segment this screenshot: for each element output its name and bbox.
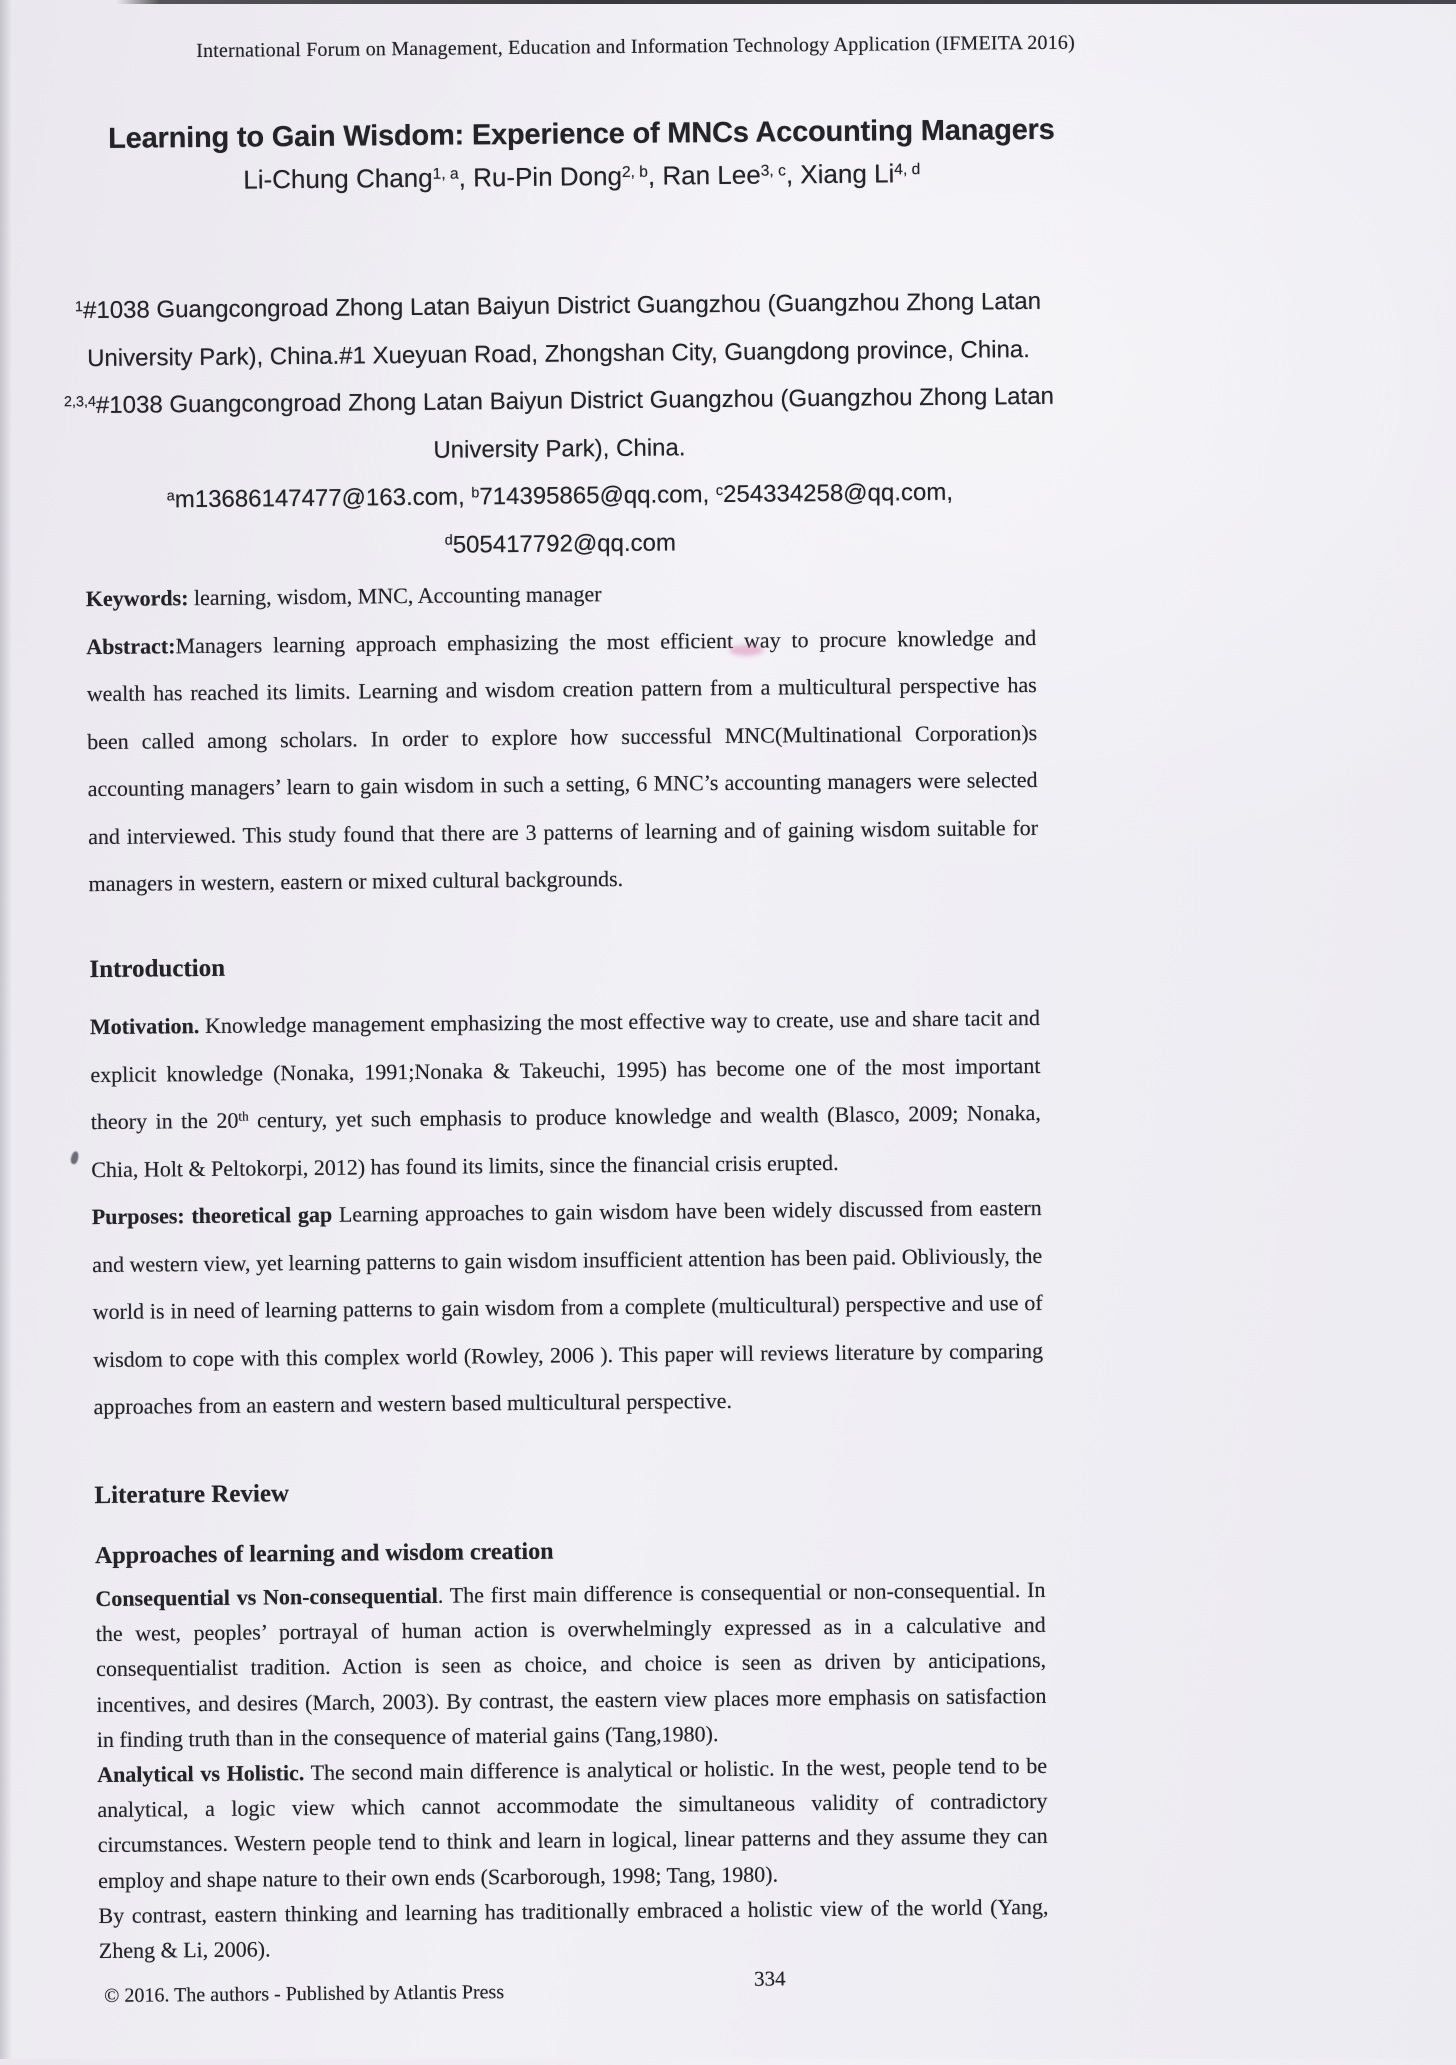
email-superscript: b [471, 485, 480, 502]
consequential-text: . The first main difference is consequential or non-consequential. In the west, peoples’ portrayal of human action is overwhelmingly expressed as in a calculative and consequentialist tradition. Action is seen as choice, and choice is seen as driven by anticipations, incentives, and desires (March, 2003). By contrast, the eastern view places more emphasis on satisfaction in finding truth than in the consequence of material gains (Tang,1980). [95, 1576, 1047, 1752]
email-address: 714395865@qq.com, [479, 481, 717, 511]
motivation-text: century, yet such emphasis to produce knowledge and wealth (Blasco, 2009; Nonaka, Chia, Holt & Peltokorpi, 2012) has found its limits, since the financial crisis erupted. [91, 1099, 1041, 1182]
paragraph-consequential [95, 1572, 1047, 1757]
email-superscript: d [444, 532, 453, 550]
literature-review-section [94, 1472, 1049, 1968]
front-matter-info [53, 278, 1066, 573]
section-heading-introduction: Introduction [89, 954, 226, 984]
purposes-text: Learning approaches to gain wisdom have been widely discussed from eastern and western view, yet learning patterns to gain wisdom insufficient attention has been paid. Obliviously, the world is in need of learning patterns to gain wisdom from a complete (multicultural) perspective and use of wisdom to cope with this complex world (Rowley, 2006 ). This paper will reviews literature by comparing approaches from an eastern and western based multicultural perspective. [92, 1195, 1044, 1420]
section-heading-literature-review: Literature Review [94, 1480, 290, 1510]
conference-header: International Forum on Management, Education and Information Technology Application (IFMEITA 2016) [196, 31, 1076, 63]
affiliation-superscript: 1 [74, 298, 84, 316]
keywords-label: Keywords: [85, 585, 189, 612]
motivation-text: Knowledge management emphasizing the most effective way to create, use and share tacit and explicit knowledge (Nonaka, 1991;Nonaka & Takeuchi, 1995) has become one of the most important theory in the 20 [90, 1004, 1041, 1135]
author-superscript: 3, c [760, 162, 786, 180]
eastern-holistic-text: By contrast, eastern thinking and learning has traditionally embraced a holistic view of the world (Yang, Zheng & Li, 2006). [98, 1893, 1049, 1963]
analytical-lead: Analytical vs Holistic. [97, 1760, 305, 1787]
title-block [31, 113, 1132, 198]
paragraph-analytical [97, 1748, 1048, 1898]
email-address: 254334258@qq.com, [722, 478, 954, 509]
page-number: 334 [753, 1966, 786, 1991]
author-superscript: 1, a [432, 165, 459, 183]
email-address: m13686147477@163.com, [174, 483, 472, 514]
affiliation-1 [53, 278, 1064, 383]
abstract-text: Managers learning approach emphasizing the most efficient way to procure knowledge and wealth has reached its limits. Learning and wisdom creation pattern from a multicultural perspective has been called among scholars. In order to explore how successful MNC(Multinational Corporation)s accounting managers’ learn to gain wisdom in such a setting, 6 MNC’s accounting managers were selected and interviewed. This study found that there are 3 patterns of learning and of gaining wisdom suitable for managers in western, eastern or mixed cultural backgrounds. [86, 624, 1039, 897]
email-superscript: c [715, 482, 724, 499]
author-name: Ru-Pin Dong [472, 160, 623, 193]
abstract-paragraph [86, 614, 1039, 908]
paragraph-eastern-holistic [98, 1889, 1049, 1968]
author-emails-line [55, 468, 1066, 573]
author-name: Li-Chung Chang [243, 162, 433, 195]
affiliation-text: #1038 Guangcongroad Zhong Latan Baiyun District Guangzhou (Guangzhou Zhong Latan University Park), China. [95, 382, 1055, 464]
introduction-section [89, 946, 1044, 1431]
author-name: Xiang Li [800, 158, 895, 190]
email-address: 505417792@qq.com [452, 529, 677, 559]
purposes-lead: Purposes: theoretical gap [91, 1201, 333, 1230]
scan-ink-speck [70, 1151, 80, 1165]
paragraph-purposes [92, 1184, 1044, 1431]
abstract-label: Abstract: [86, 632, 176, 659]
consequential-lead: Consequential vs Non-consequential [95, 1582, 438, 1612]
author-separator: , [458, 162, 474, 193]
paragraph-motivation [90, 994, 1042, 1193]
affiliation-2 [54, 373, 1065, 478]
subsection-heading-approaches: Approaches of learning and wisdom creation [94, 1538, 554, 1570]
author-superscript: 4, d [894, 161, 921, 179]
affiliation-text: #1038 Guangcongroad Zhong Latan Baiyun District Guangzhou (Guangzhou Zhong Latan University Park), China.#1 Xueyuan Road, Zhongshan City, Guangdong province, China. [82, 287, 1042, 372]
author-separator: , [647, 160, 663, 191]
motivation-lead: Motivation. [89, 1013, 200, 1040]
authors-line [32, 156, 1132, 198]
author-separator: , [785, 159, 801, 190]
literature-review-paragraphs [95, 1572, 1049, 1968]
paper-title: Learning to Gain Wisdom: Experience of MNCs Accounting Managers [108, 113, 1055, 155]
email-superscript: a [166, 488, 175, 505]
keywords-text: learning, wisdom, MNC, Accounting manager [188, 581, 602, 611]
analytical-text: The second main difference is analytical or holistic. In the west, people tend to be analytical, a logic view which cannot accommodate the simultaneous validity of contradictory circumstances. Western people tend to think and learn in logical, linear patterns and they assume they can employ and shape nature to their own ends (Scarborough, 1998; Tang, 1980). [97, 1752, 1048, 1893]
copyright-notice: © 2016. The authors - Published by Atlantis Press [104, 1981, 505, 2007]
ordinal-superscript: th [238, 1109, 249, 1125]
author-name: Ran Lee [662, 159, 761, 191]
abstract-block [86, 566, 1039, 908]
affiliation-superscript: 2,3,4 [63, 393, 97, 411]
author-superscript: 2, b [621, 163, 649, 182]
